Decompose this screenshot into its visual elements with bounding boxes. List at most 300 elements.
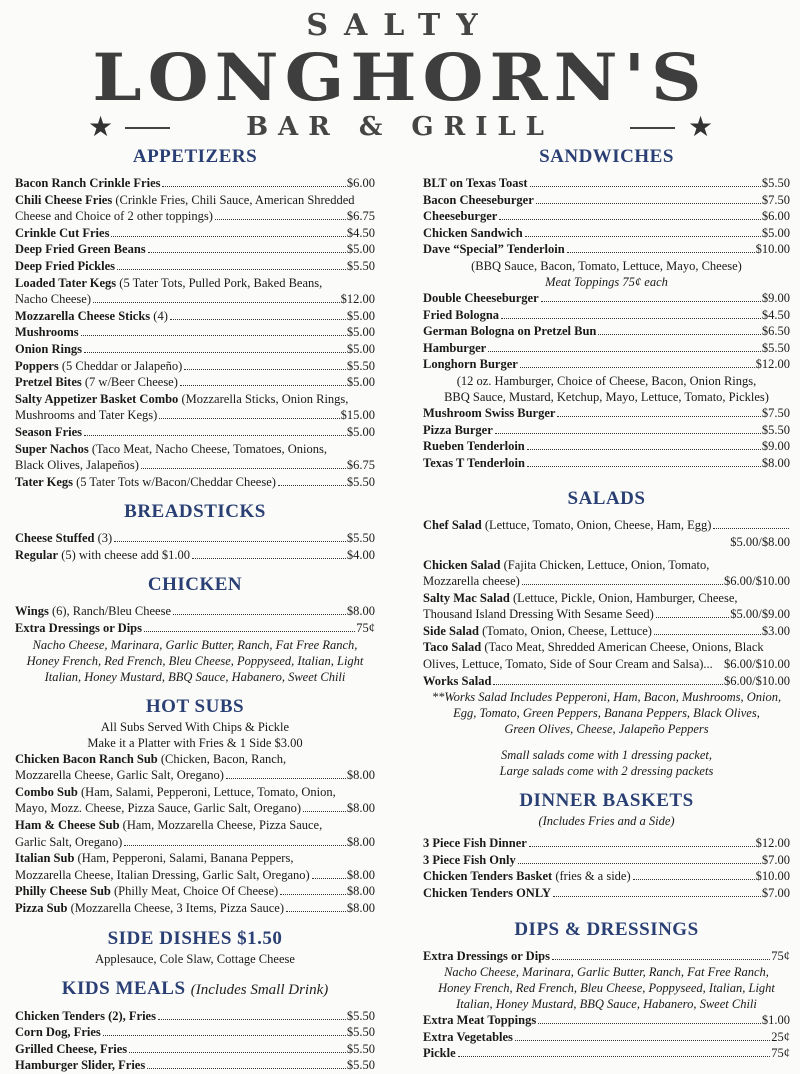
side-dishes-title: SIDE DISHES $1.50 (107, 927, 283, 949)
menu-item-cont (15, 867, 375, 884)
item-label (423, 323, 596, 340)
dot-leader (144, 631, 355, 632)
right-column (423, 145, 790, 1062)
item-name: Cheese Stuffed (15, 531, 95, 546)
dot-leader (656, 617, 729, 618)
item-price: $6.75 (346, 209, 375, 224)
dot-leader (654, 634, 761, 635)
longhorn-burger-note-2: BBQ Sauce, Mustard, Ketchup, Mayo, Lettuce, Tomato, Pickles) (444, 389, 769, 404)
item-price: $9.00 (761, 290, 790, 305)
item-name: Season Fries (15, 424, 83, 439)
sandwiches-list-1 (423, 175, 790, 258)
menu-item (423, 885, 790, 902)
dot-leader (499, 219, 761, 220)
item-label (15, 1008, 156, 1025)
item-price: $5.50 (761, 340, 790, 355)
item-name: Mushroom Swiss Burger (423, 405, 556, 420)
menu-item (423, 673, 790, 690)
item-desc: (6), Ranch/Bleu Cheese (51, 604, 172, 619)
item-price: $10.00 (755, 869, 790, 884)
item-name: Taco Salad (423, 640, 482, 655)
item-price: $6.50 (761, 324, 790, 339)
item-name: Texas T Tenderloin (423, 455, 525, 470)
hot-subs-title: HOT SUBS (145, 695, 245, 717)
item-desc: (5 Cheddar or Jalapeño) (61, 358, 183, 373)
menu-item (15, 424, 375, 441)
item-price: $5.50 (346, 1041, 375, 1056)
kids-meals-title-note: (Includes Small Drink) (190, 981, 329, 998)
dot-leader (117, 269, 346, 270)
header-longhorns: LONGHORN'S (92, 39, 708, 116)
item-price: $6.00 (761, 209, 790, 224)
item-price: $8.00 (346, 867, 375, 882)
item-price: $5.50 (346, 474, 375, 489)
item-desc: (Lettuce, Pickle, Onion, Hamburger, Cheese, (512, 590, 738, 605)
hot-subs-subtitle-1: All Subs Served With Chips & Pickle (100, 719, 290, 734)
item-price: $5.50 (346, 1025, 375, 1040)
item-label (423, 1045, 456, 1062)
item-name: Double Cheeseburger (423, 290, 539, 305)
item-price: $12.00 (755, 836, 790, 851)
item-name: Chicken Sandwich (423, 225, 523, 240)
item-label (15, 192, 355, 209)
item-price: $5.50 (346, 531, 375, 546)
menu-item (423, 1045, 790, 1062)
item-price: $5.00/$9.00 (730, 607, 790, 622)
menu-item (423, 438, 790, 455)
item-price: $5.00 (346, 308, 375, 323)
item-label (423, 835, 527, 852)
item-desc: (Fajita Chicken, Lettuce, Onion, Tomato, (503, 557, 710, 572)
item-desc: Mushrooms and Tater Kegs) (15, 408, 158, 423)
menu-item (423, 868, 790, 885)
item-price: $7.00 (761, 886, 790, 901)
item-price: $8.00 (346, 834, 375, 849)
item-price: $7.00 (761, 852, 790, 867)
item-label (15, 850, 293, 867)
sandwiches-list-3 (423, 405, 790, 471)
note-line: Honey French, Red French, Bleu Cheese, Poppyseed, Italian, Light (438, 981, 775, 996)
item-name: Loaded Tater Kegs (15, 275, 117, 290)
menu-item (15, 547, 375, 564)
item-label (15, 1057, 145, 1074)
dot-leader (162, 186, 345, 187)
item-name: Hamburger Slider, Fries (15, 1058, 146, 1073)
menu-item (15, 374, 375, 391)
menu-item (15, 258, 375, 275)
item-label (15, 175, 160, 192)
dot-leader (541, 301, 761, 302)
item-name: Chicken Salad (423, 557, 501, 572)
item-name: Bacon Cheeseburger (423, 192, 534, 207)
item-price: 75¢ (771, 1046, 790, 1061)
menu-item-price-row (423, 534, 790, 551)
dot-leader (192, 558, 346, 559)
dips-list (423, 1012, 790, 1062)
item-label (15, 474, 276, 491)
item-price: $5.50 (346, 358, 375, 373)
item-name: Chicken Tenders Basket (423, 869, 553, 884)
menu-item (423, 405, 790, 422)
menu-item (423, 192, 790, 209)
item-desc: (Mozzarella Sticks, Onion Rings, (181, 391, 349, 406)
item-price: $5.50 (346, 1058, 375, 1073)
menu-item (423, 323, 790, 340)
item-name: Crinkle Cut Fries (15, 225, 110, 240)
menu-item (15, 850, 375, 867)
item-name: Chef Salad (423, 518, 482, 533)
side-dishes-subtitle: Applesauce, Cole Slaw, Cottage Cheese (95, 951, 295, 966)
works-salad-note (423, 689, 790, 737)
item-desc: (5 Tater Tots w/Bacon/Cheddar Cheese) (76, 474, 276, 489)
menu-item (15, 192, 375, 209)
dot-leader (530, 186, 761, 187)
item-name: Extra Vegetables (423, 1029, 513, 1044)
dot-leader (147, 1068, 346, 1069)
dot-leader (280, 894, 346, 895)
dot-leader (84, 435, 346, 436)
item-name: 3 Piece Fish Only (423, 852, 516, 867)
salad-size-note (423, 747, 790, 779)
menu-item (423, 852, 790, 869)
item-label (15, 547, 190, 564)
item-price: $5.00 (346, 242, 375, 257)
dot-leader (312, 878, 346, 879)
item-label (423, 455, 525, 472)
breadsticks-title: BREADSTICKS (124, 501, 266, 523)
menu-item (15, 817, 375, 834)
dot-leader (114, 541, 346, 542)
item-name: Tater Kegs (15, 474, 73, 489)
item-desc: (5) with cheese add $1.00 (61, 547, 190, 562)
item-price: $5.00 (346, 325, 375, 340)
item-price: 75¢ (771, 948, 790, 963)
item-price: $7.50 (761, 405, 790, 420)
menu-item (423, 557, 790, 574)
note-line: Small salads come with 1 dressing packet, (501, 748, 712, 763)
item-label (15, 530, 112, 547)
item-desc: (4) (153, 308, 168, 323)
kids-meals-title (15, 977, 375, 1002)
chicken-dips-note (15, 637, 375, 685)
item-desc: (5 Tater Tots, Pulled Pork, Baked Beans, (119, 275, 323, 290)
dot-leader (81, 335, 346, 336)
item-name: BLT on Texas Toast (423, 176, 528, 190)
menu-item (15, 324, 375, 341)
menu-item (423, 241, 790, 258)
item-price: $4.00 (346, 547, 375, 562)
item-label (15, 275, 322, 292)
item-price: $5.00 (761, 225, 790, 240)
item-name: Dave “Special” Tenderloin (423, 242, 565, 257)
item-label (15, 341, 82, 358)
item-price: $6.00 (346, 176, 375, 190)
item-price: $5.50 (761, 422, 790, 437)
menu-item (423, 590, 790, 607)
item-price: $6.75 (346, 458, 375, 473)
menu-item (423, 340, 790, 357)
dot-leader (557, 416, 760, 417)
note-line: Large salads come with 2 dressing packets (499, 764, 714, 779)
item-price: $5.00 (346, 341, 375, 356)
menu-item (423, 208, 790, 225)
menu-item (423, 422, 790, 439)
item-name: Philly Cheese Sub (15, 884, 111, 899)
breadsticks-list (15, 530, 375, 563)
item-desc: (Chicken, Bacon, Ranch, (160, 751, 287, 766)
item-label (15, 883, 278, 900)
menu-item (423, 948, 790, 965)
dot-leader (173, 614, 346, 615)
item-label (423, 307, 499, 324)
item-price: $6.00/$10.00 (724, 673, 790, 688)
note-line: Italian, Honey Mustard, BBQ Sauce, Habanero, Sweet Chili (456, 997, 757, 1012)
appetizers-list (15, 175, 375, 490)
menu-item (15, 530, 375, 547)
dot-leader (527, 466, 761, 467)
item-desc: (fries & a side) (555, 869, 631, 884)
menu-item (15, 341, 375, 358)
menu-item (423, 517, 790, 534)
item-label (423, 290, 539, 307)
item-name: Side Salad (423, 623, 479, 638)
menu-item (15, 358, 375, 375)
item-price: $12.00 (340, 292, 375, 307)
note-line: Italian, Honey Mustard, BBQ Sauce, Habanero, Sweet Chili (44, 669, 346, 684)
item-label (15, 324, 79, 341)
menu-item (15, 1041, 375, 1058)
item-name: Fried Bologna (423, 307, 500, 322)
item-price: $4.50 (346, 225, 375, 240)
item-label (423, 340, 486, 357)
dot-leader (103, 1035, 346, 1036)
item-price: $8.00 (346, 884, 375, 899)
item-name: Mozzarella Cheese Sticks (15, 308, 151, 323)
sandwiches-list-2 (423, 290, 790, 373)
menu-item (15, 784, 375, 801)
item-price: $5.00 (346, 375, 375, 390)
dot-leader (215, 219, 346, 220)
dot-leader (159, 418, 339, 419)
dot-leader (633, 879, 755, 880)
dot-leader (488, 351, 761, 352)
dot-leader (184, 369, 346, 370)
item-price: $6.00/$10.00 (724, 657, 790, 672)
item-desc: (3) (97, 531, 113, 546)
note-line: Green Olives, Cheese, Jalapeño Peppers (504, 722, 709, 737)
item-name: Rueben Tenderloin (423, 439, 525, 454)
dot-leader (111, 236, 345, 237)
item-name: Deep Fried Pickles (15, 258, 115, 273)
item-label (15, 1041, 127, 1058)
item-label (423, 192, 534, 209)
item-desc: (Tomato, Onion, Cheese, Lettuce) (482, 623, 652, 638)
note-line: Honey French, Red French, Bleu Cheese, Poppyseed, Italian, Light (26, 653, 364, 668)
menu-item-cont (15, 457, 375, 474)
dot-leader (170, 319, 346, 320)
item-desc: (Ham, Pepperoni, Salami, Banana Peppers, (77, 851, 294, 866)
meat-toppings-note: Meat Toppings 75¢ each (545, 274, 668, 289)
item-name: Works Salad (423, 673, 492, 688)
menu-item (423, 307, 790, 324)
hot-subs-list (15, 751, 375, 917)
item-name: Pretzel Bites (15, 375, 82, 390)
sandwiches-title: SANDWICHES (539, 146, 674, 167)
kids-meals-list (15, 1008, 375, 1074)
item-name: Italian Sub (15, 851, 75, 866)
item-name: Pizza Sub (15, 901, 68, 915)
star-icon: ★ (88, 112, 114, 143)
note-line: Egg, Tomato, Green Peppers, Banana Peppers, Black Olives, (453, 706, 760, 721)
item-label (423, 1029, 513, 1046)
dot-leader (286, 911, 346, 912)
item-price: $4.50 (761, 307, 790, 322)
item-name: Wings (15, 604, 49, 619)
item-price: $15.00 (340, 408, 375, 423)
dot-leader (538, 1023, 761, 1024)
item-name: Chicken Bacon Ranch Sub (15, 751, 158, 766)
note-line: **Works Salad Includes Pepperoni, Ham, Bacon, Mushrooms, Onion, (431, 690, 782, 705)
item-name: Extra Dressings or Dips (423, 948, 550, 963)
item-name: Regular (15, 547, 59, 562)
item-label (15, 424, 82, 441)
item-name: Chicken Tenders (2), Fries (15, 1008, 156, 1023)
item-label (423, 356, 518, 373)
dot-leader (148, 252, 346, 253)
item-price: $8.00 (346, 768, 375, 783)
item-price: $7.50 (761, 192, 790, 207)
item-label (15, 225, 109, 242)
chicken-list (15, 603, 375, 636)
dot-leader (567, 252, 755, 253)
item-name: Corn Dog, Fries (15, 1025, 101, 1040)
item-label (15, 900, 284, 917)
item-price: $5.50 (346, 258, 375, 273)
menu-item (423, 639, 790, 656)
chicken-title: CHICKEN (147, 574, 243, 596)
dot-leader (158, 1019, 346, 1020)
item-name: Chicken Tenders ONLY (423, 886, 552, 901)
item-name: Combo Sub (15, 784, 78, 799)
item-name: Cheeseburger (423, 209, 498, 224)
menu-item (15, 275, 375, 292)
item-price: $8.00 (761, 455, 790, 470)
dot-leader (552, 959, 770, 960)
item-name: Chili Cheese Fries (15, 192, 113, 207)
dinner-baskets-list (423, 835, 790, 901)
item-desc: (Ham, Mozzarella Cheese, Pizza Sauce, (122, 818, 323, 833)
item-label (15, 374, 178, 391)
menu-item (423, 1012, 790, 1029)
dot-leader (458, 1056, 771, 1057)
item-name: Salty Appetizer Basket Combo (15, 391, 179, 406)
dot-leader (713, 528, 789, 529)
dot-leader (124, 845, 346, 846)
item-label (15, 308, 168, 325)
menu-item (15, 241, 375, 258)
note-line: Nacho Cheese, Marinara, Garlic Butter, Ranch, Fat Free Ranch, (444, 965, 769, 980)
item-label (423, 225, 523, 242)
dot-leader (495, 433, 761, 434)
item-price: 75¢ (356, 621, 375, 636)
item-desc: Mozzarella cheese) (423, 574, 520, 589)
menu-item (423, 356, 790, 373)
dot-leader (515, 1040, 770, 1041)
menu-item-cont (15, 834, 375, 851)
item-name: Pizza Burger (423, 422, 493, 437)
item-price: $10.00 (755, 242, 790, 257)
dips-title: DIPS & DRESSINGS (514, 918, 699, 940)
item-price: 25¢ (771, 1029, 790, 1044)
item-price: $8.00 (346, 801, 375, 816)
item-name: Poppers (15, 358, 59, 373)
item-label (423, 438, 525, 455)
dot-leader (303, 811, 346, 812)
item-label (423, 868, 631, 885)
item-desc: Nacho Cheese) (15, 292, 92, 307)
menu-item-cont (423, 606, 790, 623)
menu-header (0, 0, 800, 145)
item-desc: Black Olives, Jalapeños) (15, 458, 139, 473)
item-label (15, 441, 327, 458)
item-label (15, 258, 115, 275)
item-desc: Mozzarella Cheese, Garlic Salt, Oregano) (15, 768, 224, 783)
dave-special-note: (BBQ Sauce, Bacon, Tomato, Lettuce, Mayo, Cheese) (471, 258, 742, 273)
menu-item (423, 225, 790, 242)
item-name: Grilled Cheese, Fries (15, 1041, 128, 1056)
menu-item (15, 883, 375, 900)
item-name: 3 Piece Fish Dinner (423, 836, 527, 851)
menu-item (15, 391, 375, 408)
item-desc: Mayo, Mozz. Cheese, Pizza Sauce, Garlic Salt, Oregano) (15, 801, 302, 816)
dot-leader (84, 352, 346, 353)
item-desc: (Mozzarella Cheese, 3 Items, Pizza Sauce) (70, 901, 285, 915)
dot-leader (493, 684, 723, 685)
item-label (15, 620, 142, 637)
menu-item-cont (423, 573, 790, 590)
menu-item (15, 225, 375, 242)
item-label (15, 1024, 101, 1041)
item-name: Extra Dressings or Dips (15, 621, 142, 636)
item-price: $5.50 (761, 176, 790, 190)
item-desc: (Crinkle Fries, Chili Sauce, American Shredded (115, 192, 355, 207)
item-label (15, 784, 336, 801)
item-name: Bacon Ranch Crinkle Fries (15, 176, 161, 190)
hot-subs-subtitle-2: Make it a Platter with Fries & 1 Side $3.00 (87, 735, 303, 750)
item-price: $8.00 (346, 901, 375, 915)
dot-leader (525, 236, 761, 237)
dot-leader (518, 863, 761, 864)
dot-leader (520, 367, 755, 368)
menu-item-cont (15, 208, 375, 225)
longhorn-burger-note-1: (12 oz. Hamburger, Choice of Cheese, Bacon, Onion Rings, (456, 373, 757, 388)
dot-leader (553, 896, 761, 897)
dinner-baskets-title: DINNER BASKETS (519, 790, 694, 812)
menu-item (15, 474, 375, 491)
item-label (15, 751, 286, 768)
menu-item (423, 623, 790, 640)
item-name: Mushrooms (15, 325, 79, 340)
menu-item-cont (15, 291, 375, 308)
dot-leader (141, 468, 346, 469)
menu-item-cont (15, 407, 375, 424)
item-price: $8.00 (346, 604, 375, 619)
item-desc: Garlic Salt, Oregano) (15, 834, 123, 849)
item-label (423, 422, 493, 439)
item-desc: Olives, Lettuce, Tomato, Side of Sour Cream and Salsa)... (423, 657, 713, 672)
dot-leader (180, 385, 346, 386)
item-label (423, 852, 516, 869)
